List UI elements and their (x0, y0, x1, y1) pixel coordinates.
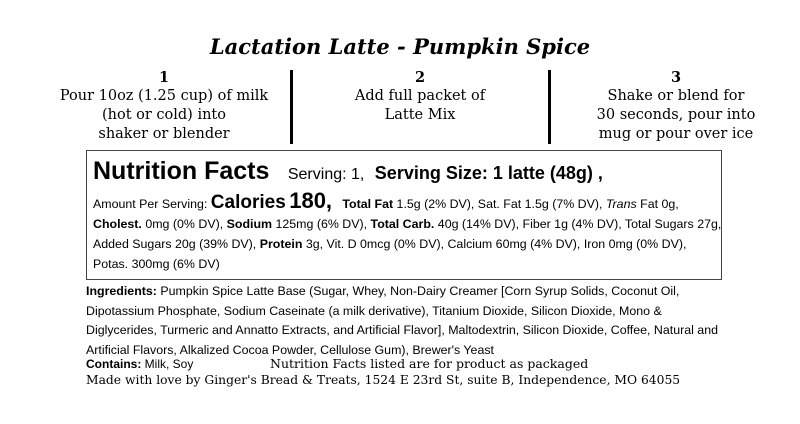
calories-label: Calories (210, 192, 286, 213)
nutrition-details (93, 188, 722, 274)
step-number: 2 (414, 69, 426, 86)
contains-value: Milk, Soy (141, 357, 194, 371)
serving-size: Serving Size: 1 latte (48g) , (374, 163, 603, 183)
nutrition-header (93, 157, 715, 191)
potassium: Potas. 300mg (6% DV) (93, 257, 220, 271)
step-number: 1 (158, 69, 170, 86)
manufacturer-line: Made with love by Ginger's Bread & Treats, 1524 E 23rd St, suite B, Independence, MO 64055 (86, 373, 681, 387)
step-2 (304, 68, 536, 125)
nutrition-heading: Nutrition Facts (93, 157, 270, 185)
trans-fat-value: Fat 0g, (640, 197, 679, 211)
contains-label: Contains: (86, 357, 142, 371)
step-number: 3 (670, 69, 682, 86)
total-fat-value: 1.5g (2% DV), Sat. Fat 1.5g (7% DV), (396, 197, 603, 211)
protein-label: Protein (259, 237, 303, 251)
allergen-statement (86, 357, 193, 371)
nutrient-line (93, 254, 715, 274)
step-text: Pour 10oz (1.25 cup) of milk (hot or cold) into shaker or blender (59, 88, 269, 142)
step-text: Shake or blend for 30 seconds, pour into mug or pour over ice (596, 88, 756, 142)
instruction-steps (0, 68, 800, 150)
cholesterol-value: 0mg (0% DV), (145, 217, 224, 231)
nutrient-line (93, 214, 722, 234)
ingredients-text: Artificial Flavors, Alkalized Cocoa Powder, Cellulose Gum), Brewer's Yeast (86, 342, 494, 357)
step-divider (290, 70, 293, 144)
serving-count: Serving: 1, (287, 166, 365, 183)
step-text: Add full packet of Latte Mix (354, 88, 486, 123)
step-3 (562, 68, 790, 144)
total-carb-value: 40g (14% DV), Fiber 1g (4% DV), Total Sugars 27g, (437, 217, 722, 231)
ingredients-text: Dipotassium Phosphate, Sodium Caseinate (a milk derivative), Titanium Dioxide, Silicon Dioxide, Mono & (86, 303, 662, 318)
nutrition-facts-panel (86, 150, 722, 280)
trans-fat-label: Trans (605, 197, 637, 211)
total-carb-label: Total Carb. (370, 217, 435, 231)
protein-value: 3g, (305, 237, 324, 251)
ingredients-text: Pumpkin Spice Latte Base (Sugar, Whey, Non-Dairy Creamer [Corn Syrup Solids, Coconut Oil, (156, 284, 680, 298)
label-title: Lactation Latte - Pumpkin Spice (209, 34, 591, 59)
calories-value: 180, (289, 188, 333, 213)
step-1 (48, 68, 280, 144)
ingredients-text: Diglycerides, Turmeric and Annatto Extracts, and Artificial Flavor], Maltodextrin, Silicon Dioxide, Coffee, Natural and (86, 323, 718, 337)
ingredients-block (86, 282, 726, 360)
calories-line (93, 188, 715, 214)
added-sugars: Added Sugars 20g (39% DV), (93, 237, 257, 251)
nutrient-line (93, 234, 715, 254)
sodium-label: Sodium (226, 217, 273, 231)
sodium-value: 125mg (6% DV), (275, 217, 368, 231)
ingredients-label: Ingredients: (86, 284, 157, 298)
step-divider (548, 70, 551, 144)
ingredients-line (86, 282, 726, 302)
vitamins-minerals: Vit. D 0mcg (0% DV), Calcium 60mg (4% DV), Iron 0mg (0% DV), (326, 237, 687, 251)
total-fat-label: Total Fat (342, 197, 394, 211)
cholesterol-label: Cholest. (93, 217, 142, 231)
amount-per-serving: Amount Per Serving: (93, 197, 208, 211)
package-note: Nutrition Facts listed are for product as packaged (270, 356, 589, 371)
